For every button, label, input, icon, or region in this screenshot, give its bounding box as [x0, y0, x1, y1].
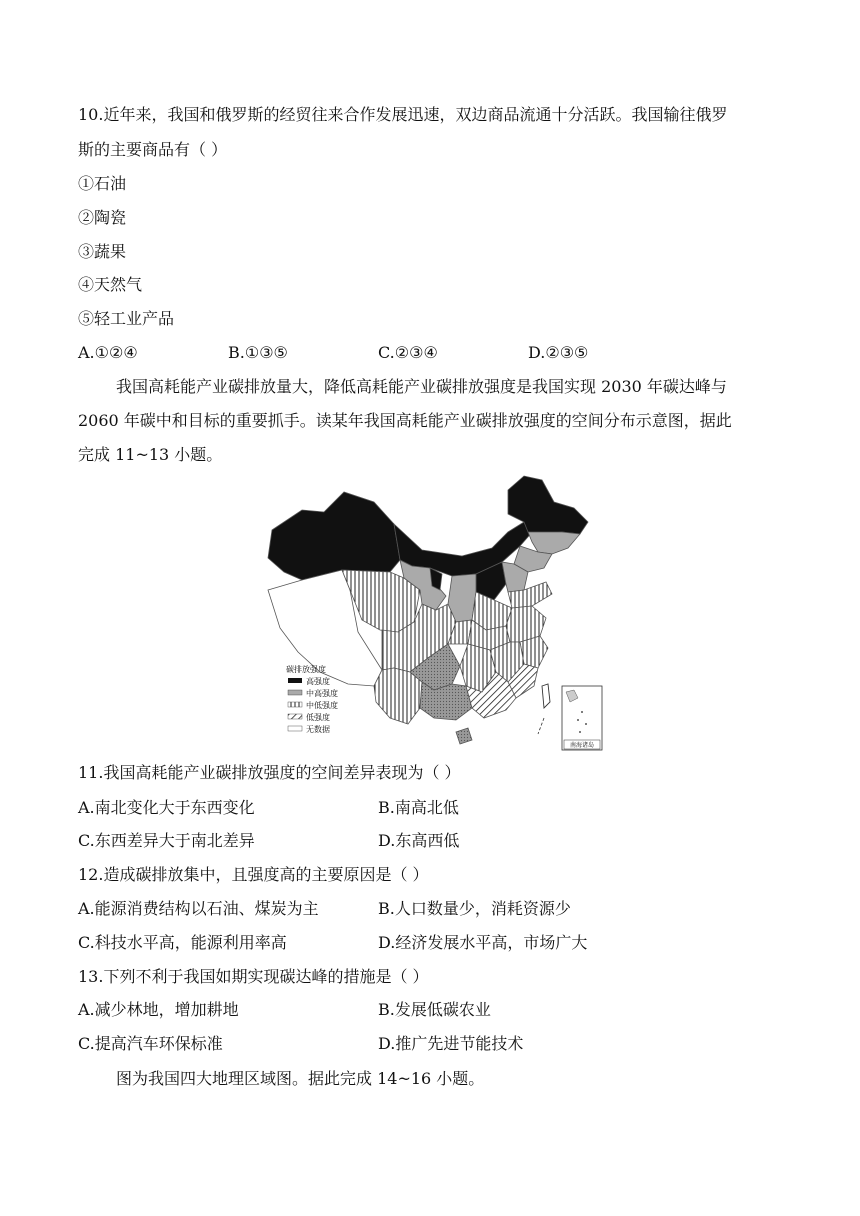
region-xinjiang: [268, 492, 400, 580]
region-jilin: [528, 532, 580, 554]
legend-title: 碳排放强度: [286, 665, 326, 674]
legend-medium-high: 中高强度: [306, 689, 338, 698]
q11-option-d: D.东高西低: [378, 831, 460, 850]
q10-option-d: D.②③⑤: [528, 343, 589, 362]
q10-item-3: ③蔬果: [78, 242, 127, 261]
q10-item-2: ②陶瓷: [78, 208, 127, 227]
q11-option-a: A.南北变化大于东西变化: [78, 798, 255, 817]
intro2: 图为我国四大地理区域图。据此完成 14~16 小题。: [116, 1069, 485, 1088]
q13-option-b: B.发展低碳农业: [378, 1000, 491, 1019]
q10-item-1: ①石油: [78, 174, 127, 193]
intro1-line3: 完成 11~13 小题。: [78, 445, 223, 464]
q12-option-a: A.能源消费结构以石油、煤炭为主: [78, 899, 319, 918]
legend-no-data: 无数据: [306, 725, 330, 734]
intro1-line1: 我国高耗能产业碳排放量大，降低高耗能产业碳排放强度是我国实现 2030 年碳达峰与: [116, 377, 727, 396]
q12-stem: 12.造成碳排放集中，且强度高的主要原因是（ ）: [78, 865, 429, 884]
q13-option-d: D.推广先进节能技术: [378, 1034, 524, 1053]
q12-option-b: B.人口数量少，消耗资源少: [378, 899, 571, 918]
q12-option-c: C.科技水平高，能源利用率高: [78, 933, 287, 952]
q10-option-a: A.①②④: [78, 343, 138, 362]
legend-low: 低强度: [306, 713, 330, 722]
region-taiwan: [542, 684, 550, 708]
region-guangxi: [420, 682, 472, 720]
q10-option-c: C.②③④: [378, 343, 438, 362]
inset-label: 南海诸岛: [569, 742, 595, 749]
legend-high: 高强度: [306, 677, 330, 686]
q13-stem: 13.下列不利于我国如期实现碳达峰的措施是（ ）: [78, 967, 429, 986]
q11-option-b: B.南高北低: [378, 798, 459, 817]
q10-option-b: B.①③⑤: [228, 343, 288, 362]
q11-option-c: C.东西差异大于南北差异: [78, 831, 255, 850]
carbon-intensity-map: [262, 472, 608, 754]
q13-option-a: A.减少林地，增加耕地: [78, 1000, 239, 1019]
q13-option-c: C.提高汽车环保标准: [78, 1034, 223, 1053]
q10-stem-line1: 10.近年来，我国和俄罗斯的经贸往来合作发展迅速，双边商品流通十分活跃。我国输往俄罗: [78, 105, 728, 124]
q10-item-5: ⑤轻工业产品: [78, 309, 175, 328]
q11-stem: 11.我国高耗能产业碳排放强度的空间差异表现为（ ）: [78, 763, 461, 782]
q10-stem-line2: 斯的主要商品有（ ）: [78, 140, 228, 159]
q10-item-4: ④天然气: [78, 275, 143, 294]
q12-option-d: D.经济发展水平高，市场广大: [378, 933, 588, 952]
intro1-line2: 2060 年碳中和目标的重要抓手。读某年我国高耗能产业碳排放强度的空间分布示意图，据此: [78, 411, 732, 430]
legend-medium-low: 中低强度: [306, 701, 338, 710]
region-hainan: [456, 728, 472, 744]
